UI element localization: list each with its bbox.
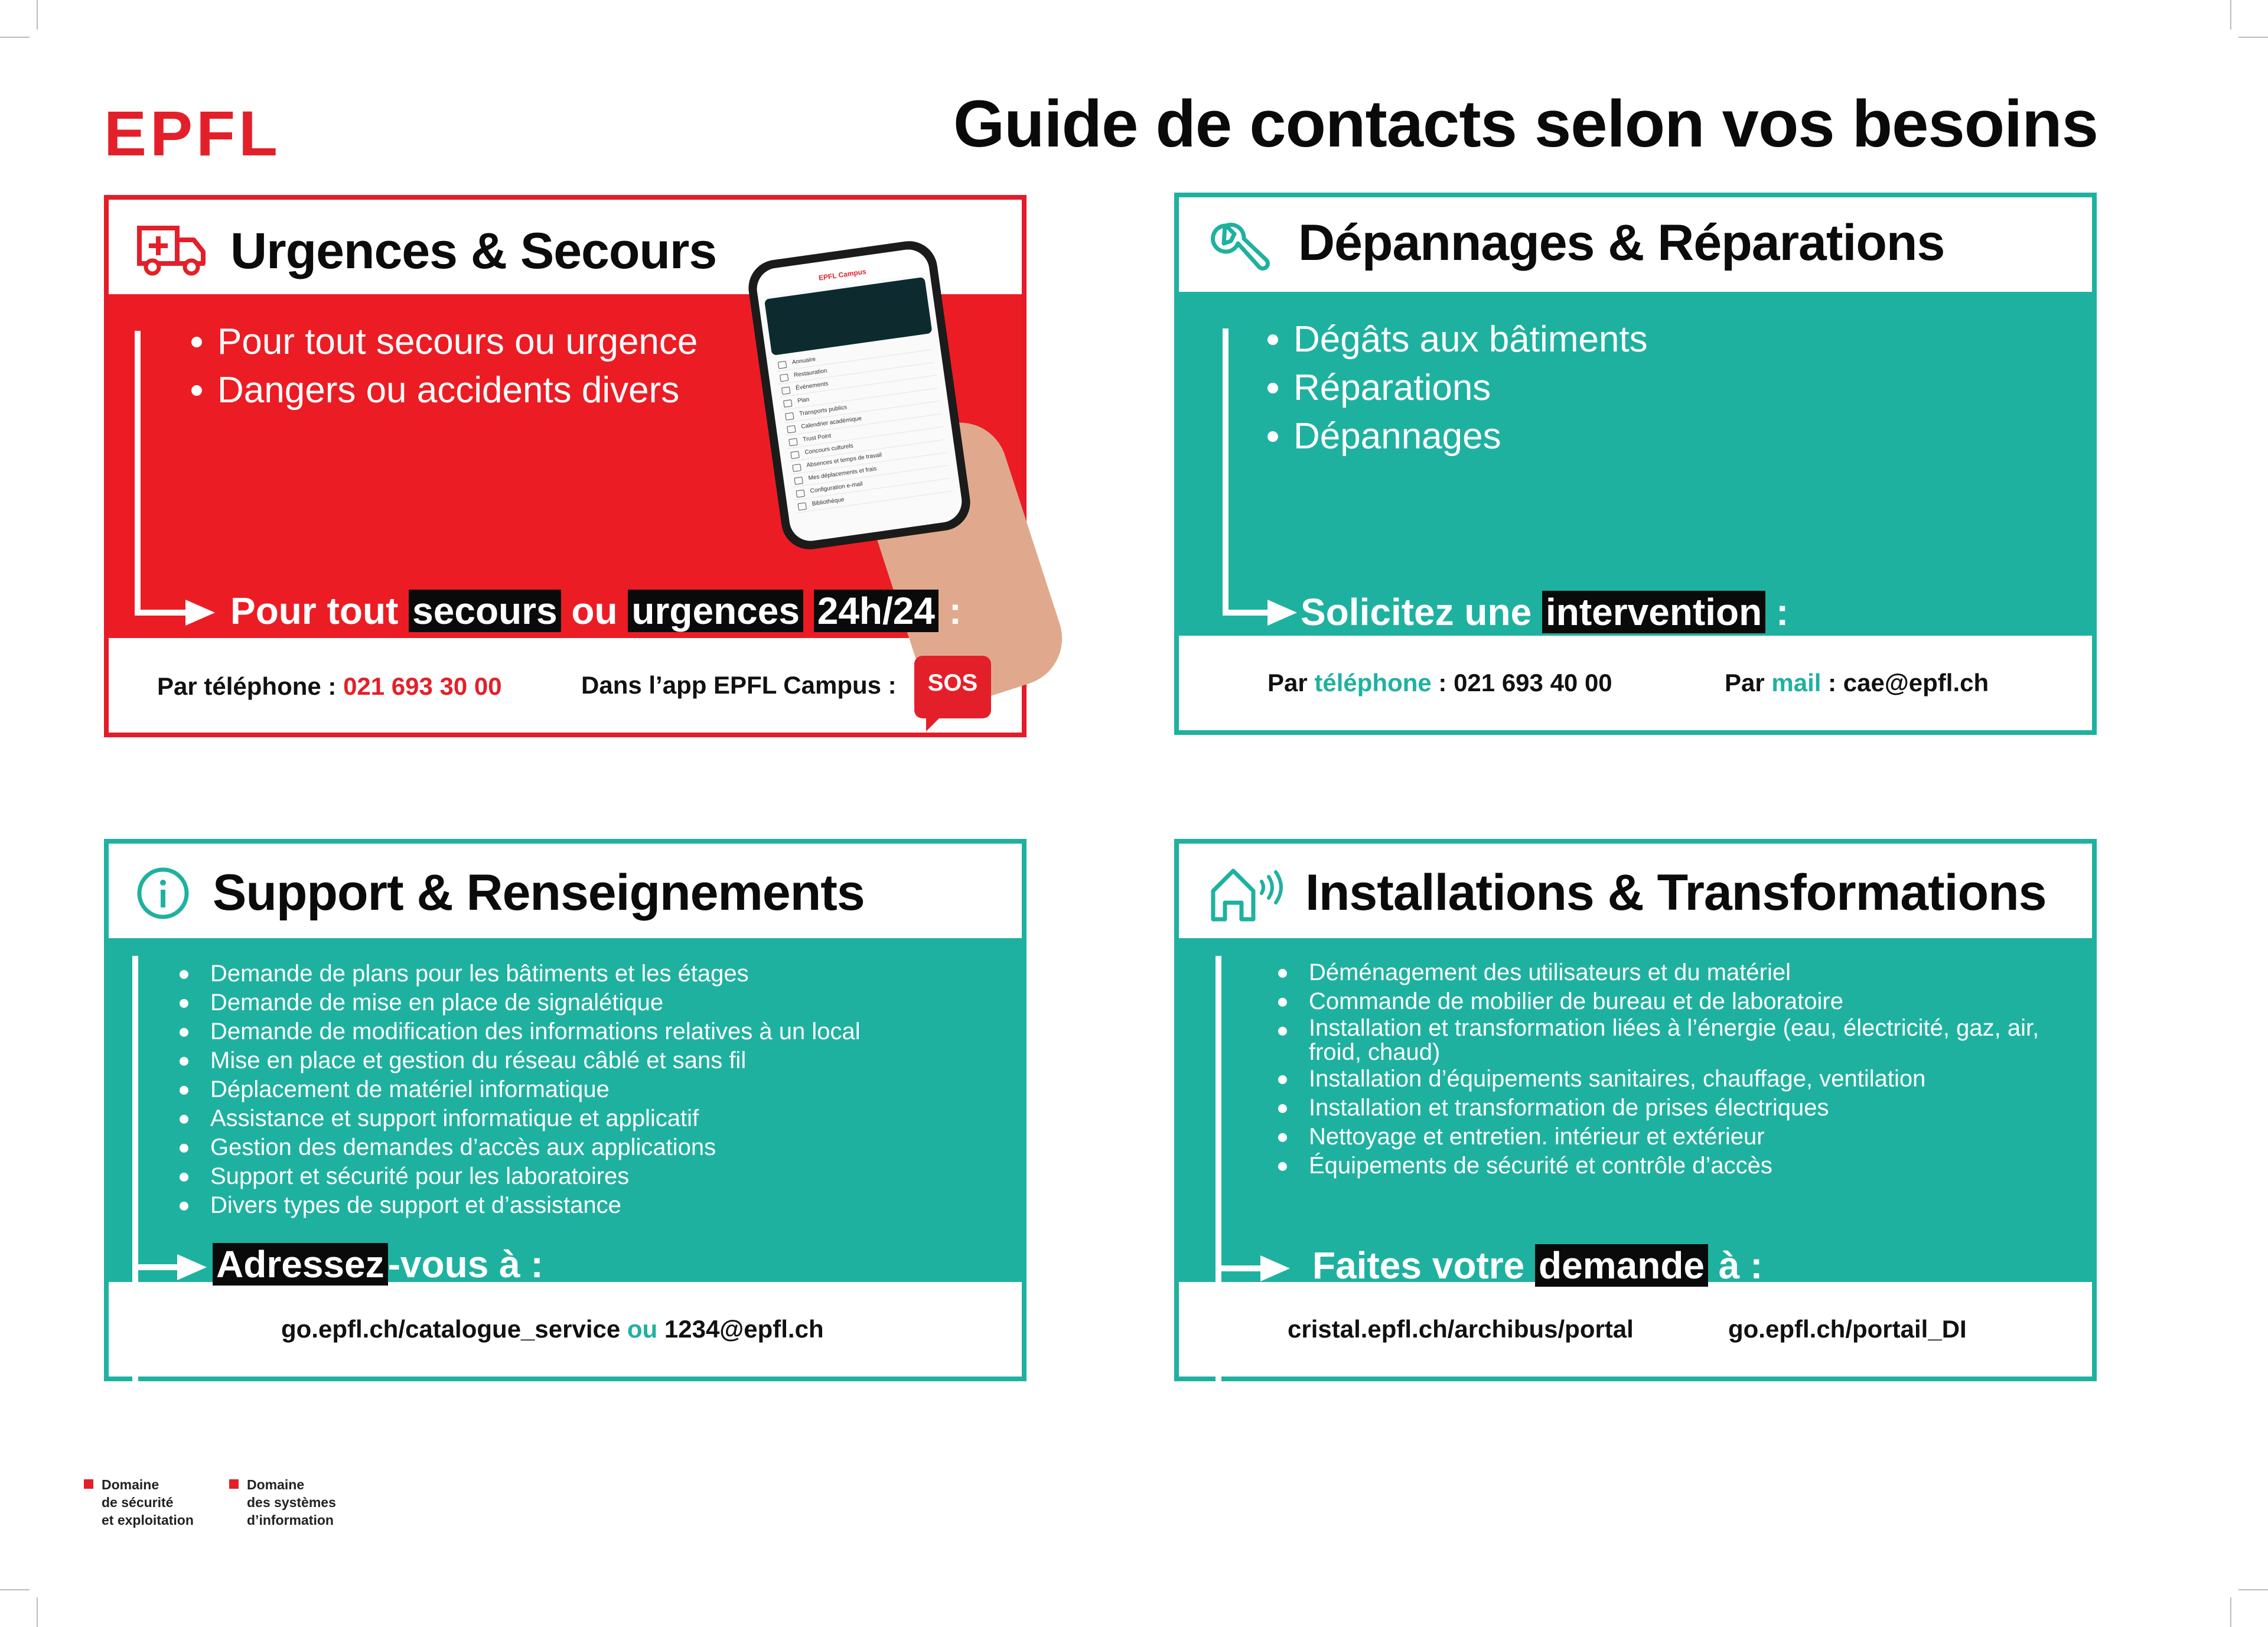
list-item: Demande de mise en place de signalétique — [174, 988, 861, 1017]
list-item: Demande de modification des informations relatives à un local — [174, 1017, 861, 1046]
card-depannages — [1174, 193, 2097, 735]
list-item: Demande de plans pour les bâtiments et les étages — [174, 959, 861, 988]
arrow-line — [1223, 328, 1228, 616]
info-icon — [135, 864, 206, 923]
app-menu-item: Mes déplacements et frais — [791, 453, 949, 487]
list-item: Déplacement de matériel informatique — [174, 1075, 861, 1104]
bullet-list — [174, 959, 861, 1220]
cta-text: Solicitez une intervention : — [1301, 591, 1789, 633]
crop-mark — [0, 37, 30, 38]
arrow-head — [1260, 1255, 1290, 1281]
wrench-icon — [1207, 217, 1278, 276]
list-item: Pour tout secours ou urgence — [185, 318, 698, 366]
smart-home-icon — [1208, 864, 1291, 923]
bullet-list — [185, 318, 698, 415]
phone-contact[interactable]: Par téléphone : 021 693 40 00 — [1267, 669, 1612, 697]
app-menu-item: Absences et temps de travail — [790, 440, 947, 475]
app-menu-item: Configuration e-mail — [793, 466, 950, 500]
list-item: Dépannages — [1262, 412, 1648, 461]
app-menu-item: Bibliothèque — [795, 479, 952, 513]
footer-note-securite: Domaine de sécurité et exploitation — [102, 1476, 194, 1529]
page-title: Guide de contacts selon vos besoins — [953, 87, 2098, 161]
support-links[interactable]: go.epfl.ch/catalogue_service ou 1234@epfl.ch — [281, 1315, 824, 1343]
crop-mark — [2238, 1589, 2268, 1590]
list-item: Réparations — [1262, 364, 1648, 412]
arrow-line — [132, 1264, 180, 1270]
list-item: Assistance et support informatique et applicatif — [174, 1104, 861, 1133]
list-item: Installation et transformation liées à l’énergie (eau, électricité, gaz, air, froid, chaud) — [1272, 1016, 2058, 1065]
arrow-head — [177, 1254, 207, 1280]
phone-screen — [754, 247, 964, 544]
list-item: Nettoyage et entretien. intérieur et extérieur — [1272, 1122, 2058, 1151]
arrow-line — [135, 610, 188, 616]
bullet-list — [1262, 315, 1648, 461]
app-menu-item: Transports publics — [782, 388, 939, 423]
list-item: Support et sécurité pour les laboratoires — [174, 1162, 861, 1191]
card-urgences — [104, 195, 1027, 737]
app-title: EPFL Campus — [754, 247, 930, 297]
mail-contact[interactable]: Par mail : cae@epfl.ch — [1725, 669, 1989, 697]
list-item: Gestion des demandes d’accès aux applications — [174, 1133, 861, 1162]
app-menu-item: Trust Point — [786, 414, 943, 449]
ambulance-icon — [137, 220, 208, 279]
crop-mark — [2238, 37, 2268, 38]
crop-mark — [0, 1589, 30, 1590]
epfl-logo: EPFL — [104, 97, 282, 169]
list-item: Mise en place et gestion du réseau câblé et sans fil — [174, 1046, 861, 1075]
list-item: Dégâts aux bâtiments — [1262, 315, 1648, 364]
arrow-line — [135, 331, 141, 616]
app-menu-item: Événements — [778, 363, 936, 398]
list-item: Équipements de sécurité et contrôle d’accès — [1272, 1151, 2058, 1180]
app-menu-item: Plan — [780, 376, 937, 411]
cta-text: Faites votre demande à : — [1312, 1244, 1763, 1287]
list-item: Déménagement des utilisateurs et du matériel — [1272, 958, 2058, 987]
bullet-list — [1272, 958, 2058, 1180]
crop-mark — [37, 1597, 38, 1627]
app-menu-item: Restauration — [777, 350, 934, 385]
red-square-icon — [84, 1479, 93, 1489]
red-square-icon — [229, 1479, 239, 1489]
list-item: Divers types de support et d’assistance — [174, 1191, 861, 1220]
card-support — [104, 839, 1027, 1381]
card-installations — [1174, 839, 2097, 1381]
card-title: Dépannages & Réparations — [1298, 214, 1945, 271]
list-item: Installation d’équipements sanitaires, chauffage, ventilation — [1272, 1065, 2058, 1094]
card-title: Urgences & Secours — [230, 223, 717, 279]
card-title: Support & Renseignements — [213, 864, 865, 921]
sos-button[interactable]: SOS — [914, 656, 991, 718]
phone-contact[interactable]: Par téléphone : 021 693 30 00 — [157, 672, 502, 700]
crop-mark — [2230, 0, 2231, 30]
app-contact-label: Dans l’app EPFL Campus : — [581, 671, 897, 699]
archibus-link[interactable]: cristal.epfl.ch/archibus/portal — [1288, 1315, 1634, 1343]
phone — [745, 237, 974, 553]
cta-text: Adressez-vous à : — [213, 1242, 543, 1287]
footer-note-si: Domaine des systèmes d’information — [247, 1476, 336, 1529]
app-menu-item: Concours culturels — [787, 427, 944, 462]
app-menu-item: Calendrier académique — [784, 401, 941, 436]
portail-di-link[interactable]: go.epfl.ch/portail_DI — [1728, 1315, 1967, 1343]
list-item: Commande de mobilier de bureau et de laboratoire — [1272, 987, 2058, 1016]
list-item: Dangers ou accidents divers — [185, 366, 698, 415]
cta-text: Pour tout secours ou urgences 24h/24 : — [230, 590, 962, 632]
app-menu-item: Annuaire — [775, 337, 932, 372]
crop-mark — [2230, 1597, 2231, 1627]
crop-mark — [37, 0, 38, 30]
list-item: Installation et transformation de prises électriques — [1272, 1094, 2058, 1122]
arrow-line — [1216, 1265, 1263, 1271]
arrow-head — [185, 600, 215, 626]
card-title: Installations & Transformations — [1305, 864, 2047, 921]
arrow-line — [1223, 610, 1270, 616]
arrow-head — [1267, 600, 1297, 626]
